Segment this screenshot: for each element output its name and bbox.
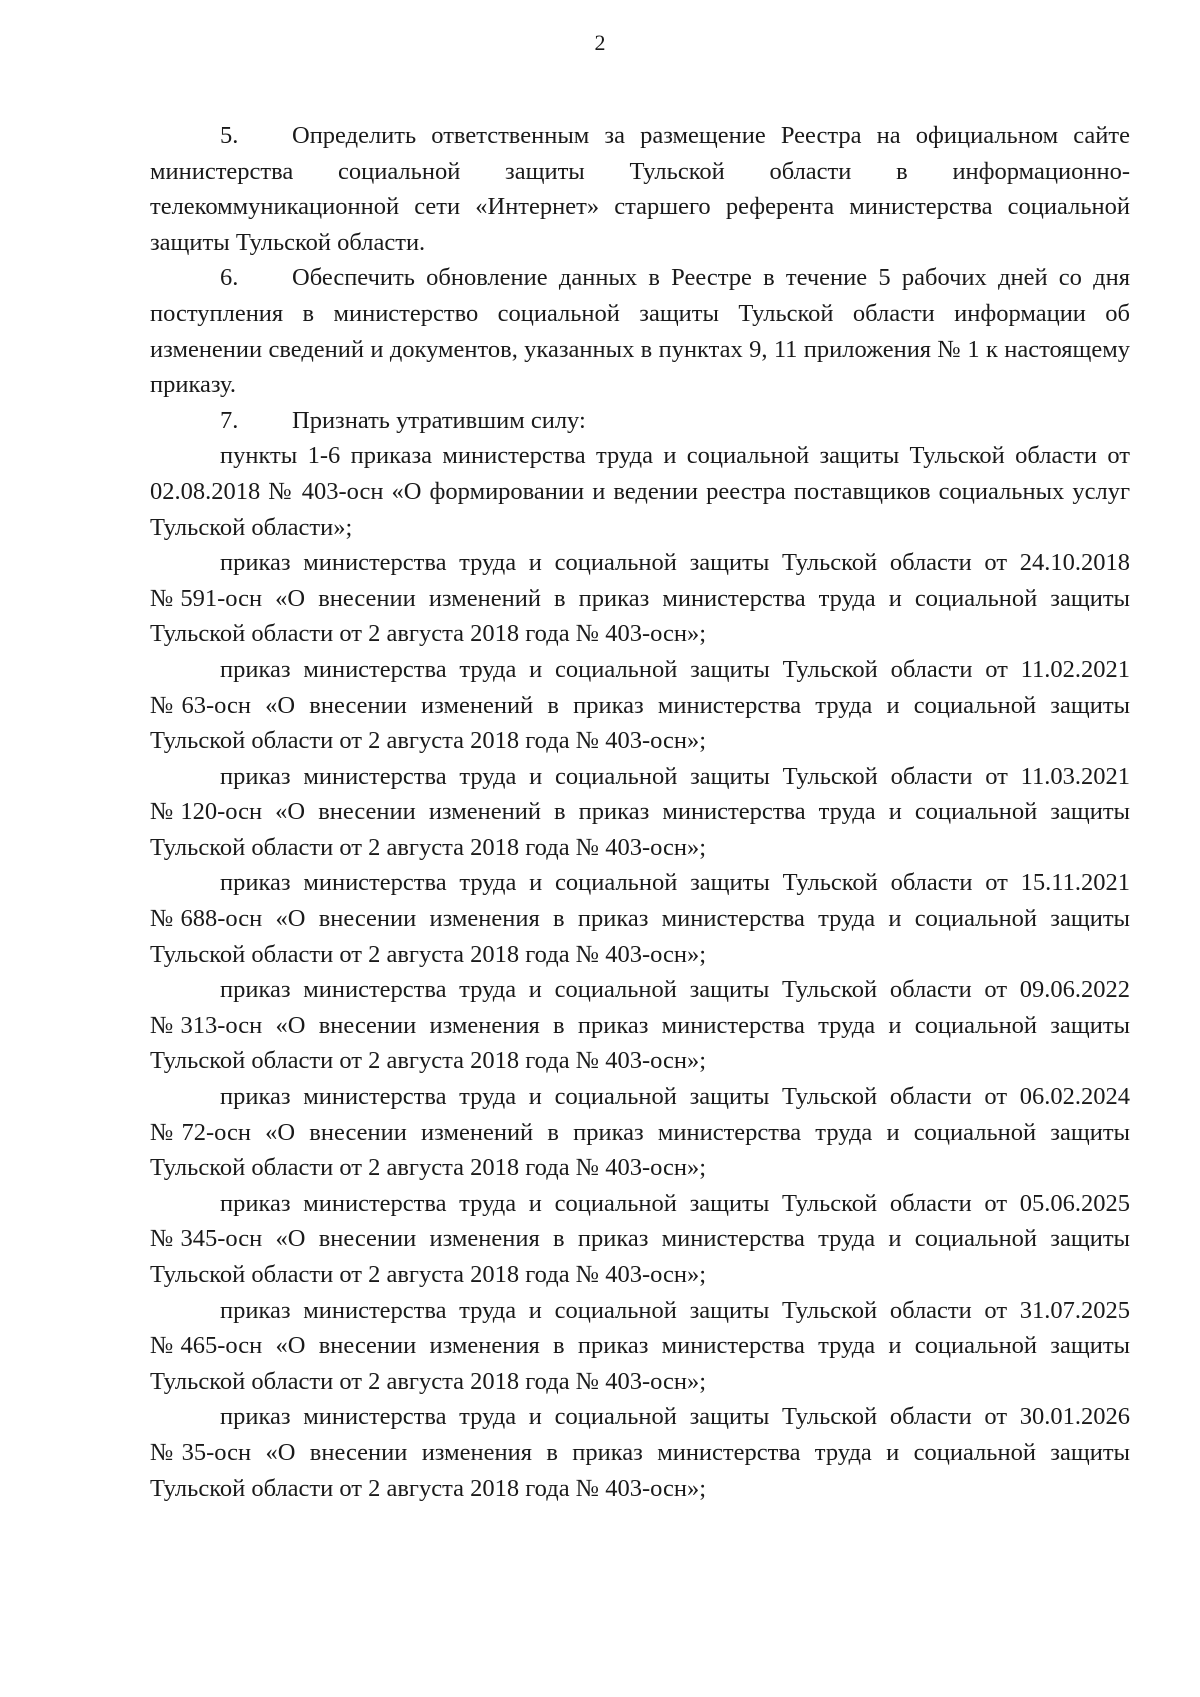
paragraph-6 — [150, 260, 1130, 402]
paragraph-5 — [150, 118, 1130, 260]
paragraph-text: Признать утратившим силу: — [292, 406, 586, 434]
repealed-item: приказ министерства труда и социальной защиты Тульской области от 31.07.2025 №465-осн «О внесении изменения в приказ министерства труда и социальной защиты Тульской области от 2 августа 2018 года № 403-осн»; — [150, 1296, 1130, 1395]
repealed-item: приказ министерства труда и социальной защиты Тульской области от 06.02.2024 №72-осн «О внесении изменений в приказ министерства труда и социальной защиты Тульской области от 2 августа 2018 года № 403-осн»; — [150, 1083, 1130, 1182]
repealed-item: приказ министерства труда и социальной защиты Тульской области от 11.03.2021 №120-осн «О внесении изменений в приказ министерства труда и социальной защиты Тульской области от 2 августа 2018 года № 403-осн»; — [150, 762, 1130, 861]
paragraph-text: Обеспечить обновление данных в Реестре в течение 5 рабочих дней со дня поступления в министерство социальной защиты Тульской области информации об изменении сведений и документов, указанных в пунктах 9, 11 приложения № 1 к настоящему приказу. — [150, 264, 1130, 399]
repealed-item: приказ министерства труда и социальной защиты Тульской области от 15.11.2021 №688-осн «О внесении изменения в приказ министерства труда и социальной защиты Тульской области от 2 августа 2018 года № 403-осн»; — [150, 869, 1130, 968]
paragraph-number: 5. — [220, 122, 239, 149]
document-body — [150, 118, 1130, 1506]
repealed-item: приказ министерства труда и социальной защиты Тульской области от 30.01.2026 №35-осн «О внесении изменения в приказ министерства труда и социальной защиты Тульской области от 2 августа 2018 года № 403-осн»; — [150, 1403, 1130, 1502]
paragraph-text: Определить ответственным за размещение Реестра на официальном сайте министерства социальной защиты Тульской области в информационно-телекоммуникационной сети «Интернет» старшего референта министерства социальной защиты Тульской области. — [150, 122, 1130, 256]
repealed-item: приказ министерства труда и социальной защиты Тульской области от 11.02.2021 №63-осн «О внесении изменений в приказ министерства труда и социальной защиты Тульской области от 2 августа 2018 года № 403-осн»; — [150, 655, 1130, 755]
paragraph-number: 6. — [220, 264, 239, 292]
page-number: 2 — [594, 30, 606, 55]
repealed-item: приказ министерства труда и социальной защиты Тульской области от 24.10.2018 №591-осн «О внесении изменений в приказ министерства труда и социальной защиты Тульской области от 2 августа 2018 года № 403-осн»; — [150, 549, 1130, 648]
repealed-item: приказ министерства труда и социальной защиты Тульской области от 05.06.2025 №345-осн «О внесении изменения в приказ министерства труда и социальной защиты Тульской области от 2 августа 2018 года № 403-осн»; — [150, 1189, 1130, 1288]
repealed-item: приказ министерства труда и социальной защиты Тульской области от 09.06.2022 №313-осн «О внесении изменения в приказ министерства труда и социальной защиты Тульской области от 2 августа 2018 года № 403-осн»; — [150, 976, 1130, 1075]
paragraph-number: 7. — [220, 406, 239, 434]
repealed-item: пункты 1-6 приказа министерства труда и социальной защиты Тульской области от 02.08.2018 № 403-осн «О формировании и ведении реестра поставщиков социальных услуг Тульской области»; — [150, 442, 1130, 541]
paragraph-7 — [150, 403, 1130, 439]
